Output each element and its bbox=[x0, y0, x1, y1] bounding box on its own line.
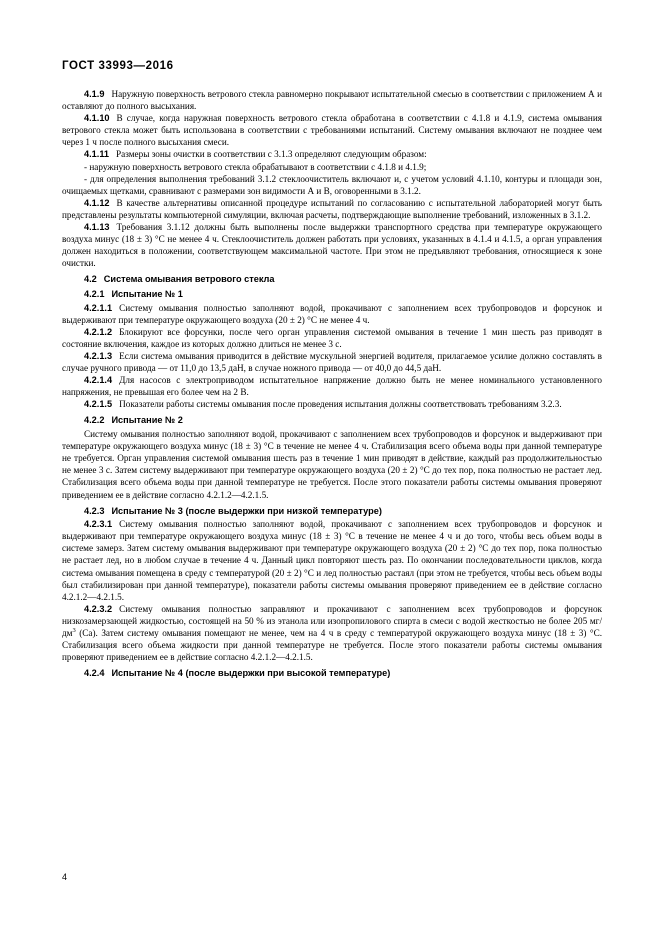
paragraph bbox=[62, 326, 602, 350]
section-number: 4.2 bbox=[84, 274, 97, 285]
paragraph-text: Систему омывания полностью заполняют водой, прокачивают с заполнением всех трубопроводов и форсунок и выдерживают при температуре окружающего воздуха минус (18 ± 3) °С в течение не менее 4 ч и до того, чтобы весь объем воды в системе замерз. Затем систему омывания выдерживают при температуре окружающего воздуха (20 ± 2) °С до тех пор, пока полностью не растает лед, но в любом случае в течение 4 ч. Данный цикл повторяют шесть раз. По окончании последовательности циклов, когда система омывания помещена в среду с температурой (20 ± 2) °С и лед полностью растаял (при этом не требуется, чтобы весь объем воды был стабилизирован при данной температуре), показатели работы системы омывания проверяют приведением ее в действие согласно 4.2.1.2—4.2.1.5. bbox=[62, 519, 602, 602]
paragraph-text: В случае, когда наружная поверхность ветрового стекла обработана в соответствии с 4.1.8 и 4.1.9, система омывания ветрового стекла может быть использована в соответствии с требованиями испытаний. Систему омывания включают не позднее чем через 1 ч после полного высыхания смеси. bbox=[62, 113, 602, 148]
paragraph bbox=[62, 603, 602, 663]
paragraph bbox=[62, 350, 602, 374]
clause-number: 4.2.1.3 bbox=[84, 350, 113, 361]
paragraph-text: В качестве альтернативы описанной процедуре испытаний по согласованию с испытательной лабораторией могут быть представлены результаты компьютерной симуляции, включая расчеты, подтверждающие выполнение требований, изложенных в 3.1.2. bbox=[62, 197, 602, 220]
paragraph-text: Наружную поверхность ветрового стекла равномерно покрывают испытательной смесью в соответствии с приложением А и оставляют до полного высыхания. bbox=[62, 89, 602, 112]
paragraph bbox=[62, 88, 602, 112]
paragraph bbox=[62, 398, 602, 410]
paragraph bbox=[62, 221, 602, 269]
paragraph bbox=[62, 302, 602, 326]
paragraph bbox=[62, 518, 602, 603]
section-number: 4.2.1 bbox=[84, 289, 105, 299]
clause-number: 4.1.9 bbox=[84, 89, 105, 99]
paragraph-text: Блокируют все форсунки, после чего орган управления системой омывания в течение 1 мин шесть раз приводят в состояние включения, каждое из которых должно длиться не менее 3 с. bbox=[62, 326, 602, 349]
page-number: 4 bbox=[62, 872, 68, 882]
clause-number: 4.2.3.2 bbox=[84, 603, 113, 614]
section-heading-text: Испытание № 3 (после выдержки при низкой температуре) bbox=[111, 505, 382, 516]
clause-number: 4.1.10 bbox=[84, 113, 110, 124]
section-number: 4.2.3 bbox=[84, 505, 105, 516]
section-heading-text: Испытание № 2 bbox=[111, 415, 183, 426]
paragraph-text: Систему омывания полностью заполняют водой, прокачивают с заполнением всех трубопроводов и форсунок и выдерживают при температуре окружающего воздуха минус (18 ± 3) °С в течение не менее 4 ч. Стабилизация всего объема воды при данной температуре не требуется. Орган управления системой омывания шесть раз в течение 1 мин приводят в действие, каждый раз продолжительностью не менее 3 с. Затем систему выдерживают при температуре окружающего воздуха (20 ± 2) °С до тех пор, пока полностью не растает лед. Стабилизация всего объема воды при данной температуре не требуется. После этого показатели работы системы омывания проверяют приведением ее в действие согласно 4.2.1.2—4.2.1.5. bbox=[62, 429, 602, 500]
section-heading bbox=[62, 505, 602, 517]
page-header: ГОСТ 33993—2016 bbox=[62, 60, 174, 72]
clause-number: 4.2.1.4 bbox=[84, 375, 113, 386]
clause-number: 4.2.1.5 bbox=[84, 399, 113, 410]
clause-number: 4.2.3.1 bbox=[84, 519, 113, 530]
clause-number: 4.2.1.2 bbox=[84, 326, 113, 337]
section-heading bbox=[62, 414, 602, 426]
document-body bbox=[62, 88, 602, 681]
list-item: - для определения выполнения требований 3.1.2 стеклоочиститель включают и, с учетом условий 4.1.10, контуры и площади зон, очищаемых щетками, сравнивают с размерами зон видимости А и В, оговоренными в 3.1.2. bbox=[62, 173, 602, 196]
section-heading-text: Испытание № 1 bbox=[111, 289, 183, 299]
section-heading bbox=[62, 273, 602, 285]
paragraph-text: Систему омывания полностью заправляют и прокачивают с заполнением всех трубопроводов и форсунок низкозамерзающей жидкостью, состоящей на 50 % из этанола или изопропилового спирта в смеси с водой жесткостью не более 205 $мг/дм^3$ (Са). Затем систему омывания помещают не менее, чем на 4 ч в среду с температурой окружающего воздуха минус (18 ± 3) °С. Стабилизация всего объема жидкости при данной температуре не требуется. После этого показатели работы системы омывания проверяют приведением ее в действие согласно 4.2.1.2—4.2.1.5. bbox=[62, 603, 602, 663]
section-heading-text: Испытание № 4 (после выдержки при высокой температуре) bbox=[111, 668, 391, 679]
list-item: - наружную поверхность ветрового стекла обрабатывают в соответствии с 4.1.8 и 4.1.9; bbox=[84, 161, 427, 172]
section-heading bbox=[62, 667, 602, 679]
paragraph-text: Показатели работы системы омывания после проведения испытания должны соответствовать требованиям 3.2.3. bbox=[119, 399, 562, 410]
clause-number: 4.1.13 bbox=[84, 222, 110, 233]
paragraph-text: Для насосов с электроприводом испытательное напряжение должно быть не менее номинального установленного напряжения, не превышая его более чем на 2 В. bbox=[62, 375, 602, 398]
clause-number: 4.1.11 bbox=[84, 149, 110, 160]
paragraph bbox=[62, 197, 602, 221]
clause-number: 4.1.12 bbox=[84, 197, 110, 208]
paragraph-text: Систему омывания полностью заполняют водой, прокачивают с заполнением всех трубопроводов и форсунок и выдерживают при температуре окружающего воздуха (20 ± 2) °С не менее 4 ч. bbox=[62, 302, 602, 325]
paragraph-text: Если система омывания приводится в действие мускульной энергией водителя, прилагаемое усилие должно составлять в случае ручного привода — от 11,0 до 13,5 даН, в случае ножного привода — от 40,0 до 44,5 даН. bbox=[62, 350, 602, 374]
paragraph bbox=[62, 428, 602, 501]
section-heading bbox=[62, 288, 602, 300]
paragraph bbox=[62, 374, 602, 398]
section-number: 4.2.4 bbox=[84, 668, 105, 679]
paragraph-text: Размеры зоны очистки в соответствии с 3.1.3 определяют следующим образом: bbox=[116, 149, 427, 160]
section-heading-text: Система омывания ветрового стекла bbox=[103, 274, 275, 285]
paragraph-text: Требования 3.1.12 должны быть выполнены после выдержки транспортного средства при температуре окружающего воздуха минус (18 ± 3) °С не менее 4 ч. Стеклоочиститель должен работать при условиях, указанных в 4.1.4 и 4.1.5, а орган управления должен находиться в положении, соответствующем максимальной частоте. При этом не предъявляют требования, относящиеся к зоне очистки. bbox=[62, 222, 602, 269]
paragraph bbox=[62, 112, 602, 148]
section-number: 4.2.2 bbox=[84, 415, 105, 426]
clause-number: 4.2.1.1 bbox=[84, 302, 113, 313]
paragraph bbox=[62, 148, 602, 160]
